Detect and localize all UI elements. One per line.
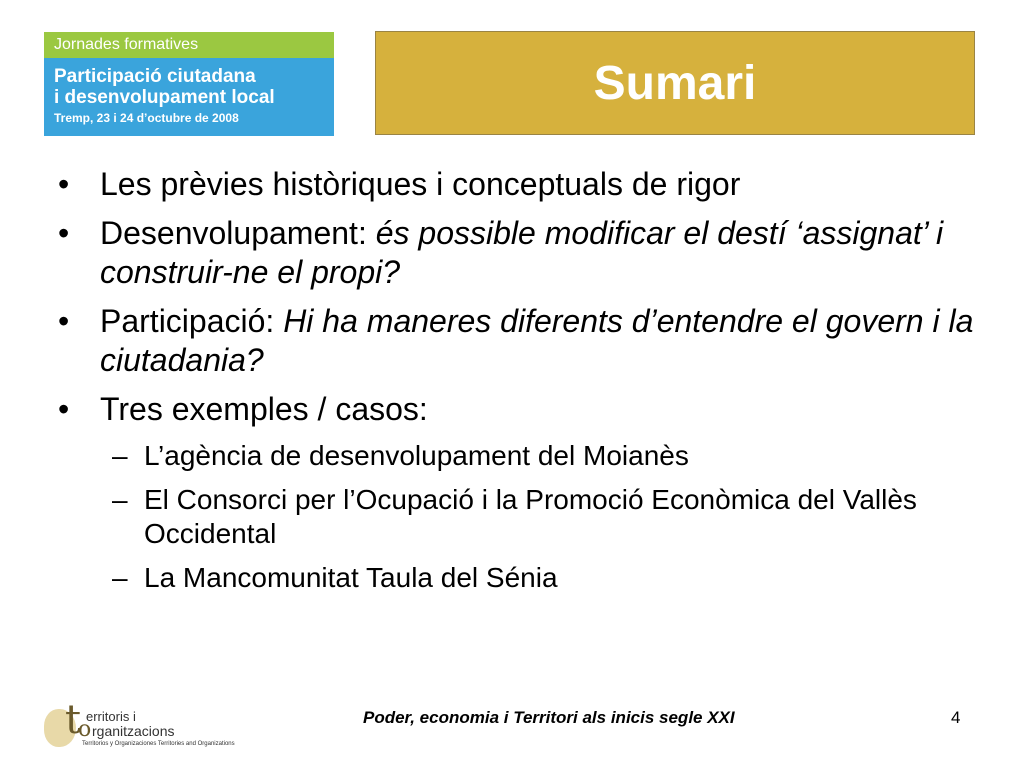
bullet-text [100,214,978,292]
sub-item-text: La Mancomunitat Taula del Sénia [144,562,558,593]
banner-title [44,58,334,108]
sub-item-text: L’agència de desenvolupament del Moianès [144,440,689,471]
slide-title-box [375,31,975,135]
bullet-lead: Participació: [100,303,284,339]
dash-marker: – [112,562,128,593]
dash-marker: – [112,440,128,471]
bullet-marker: • [58,391,70,427]
logo-o-letter: o [78,717,92,742]
bullet-item [58,165,978,204]
event-banner [44,32,334,136]
organization-logo [40,697,235,751]
sub-item [112,439,978,473]
sub-item [112,561,978,595]
bullet-marker: • [58,166,70,202]
bullet-lead: Desenvolupament: [100,215,376,251]
bullet-item [58,390,978,429]
bullet-marker: • [58,303,70,339]
bullet-text: Les prèvies històriques i conceptuals de rigor [100,166,741,202]
page-number: 4 [951,708,961,727]
banner-date: Tremp, 23 i 24 d’octubre de 2008 [54,111,239,125]
sub-item [112,483,978,551]
logo-t-letter: t [65,697,82,743]
dash-marker: – [112,484,128,515]
bullet-marker: • [58,215,70,251]
slide-title: Sumari [593,56,757,110]
bullet-text [100,302,978,380]
bullet-item [58,302,978,380]
slide-content [58,165,978,605]
sub-item-text: El Consorci per l’Ocupació i la Promoció Econòmica del Vallès Occidental [144,484,917,549]
banner-title-line1: Participació ciutadana [54,66,256,87]
bullet-item [58,214,978,292]
logo-tagline: Territorios y Organizaciones Territories and Organizations [82,741,235,747]
logo-line2: rganitzacions [92,723,175,739]
banner-title-line2: i desenvolupament local [54,87,275,108]
footer-title: Poder, economia i Territori als inicis segle XXI [363,708,735,727]
bullet-italic: Hi ha maneres diferents d’entendre el govern i la ciutadania? [100,303,974,378]
logo-line1: erritoris i [86,709,136,724]
banner-top-label: Jornades formatives [44,32,334,58]
bullet-italic: és possible modificar el destí ‘assignat’ i construir-ne el propi? [100,215,944,290]
bullet-text: Tres exemples / casos: [100,391,428,427]
